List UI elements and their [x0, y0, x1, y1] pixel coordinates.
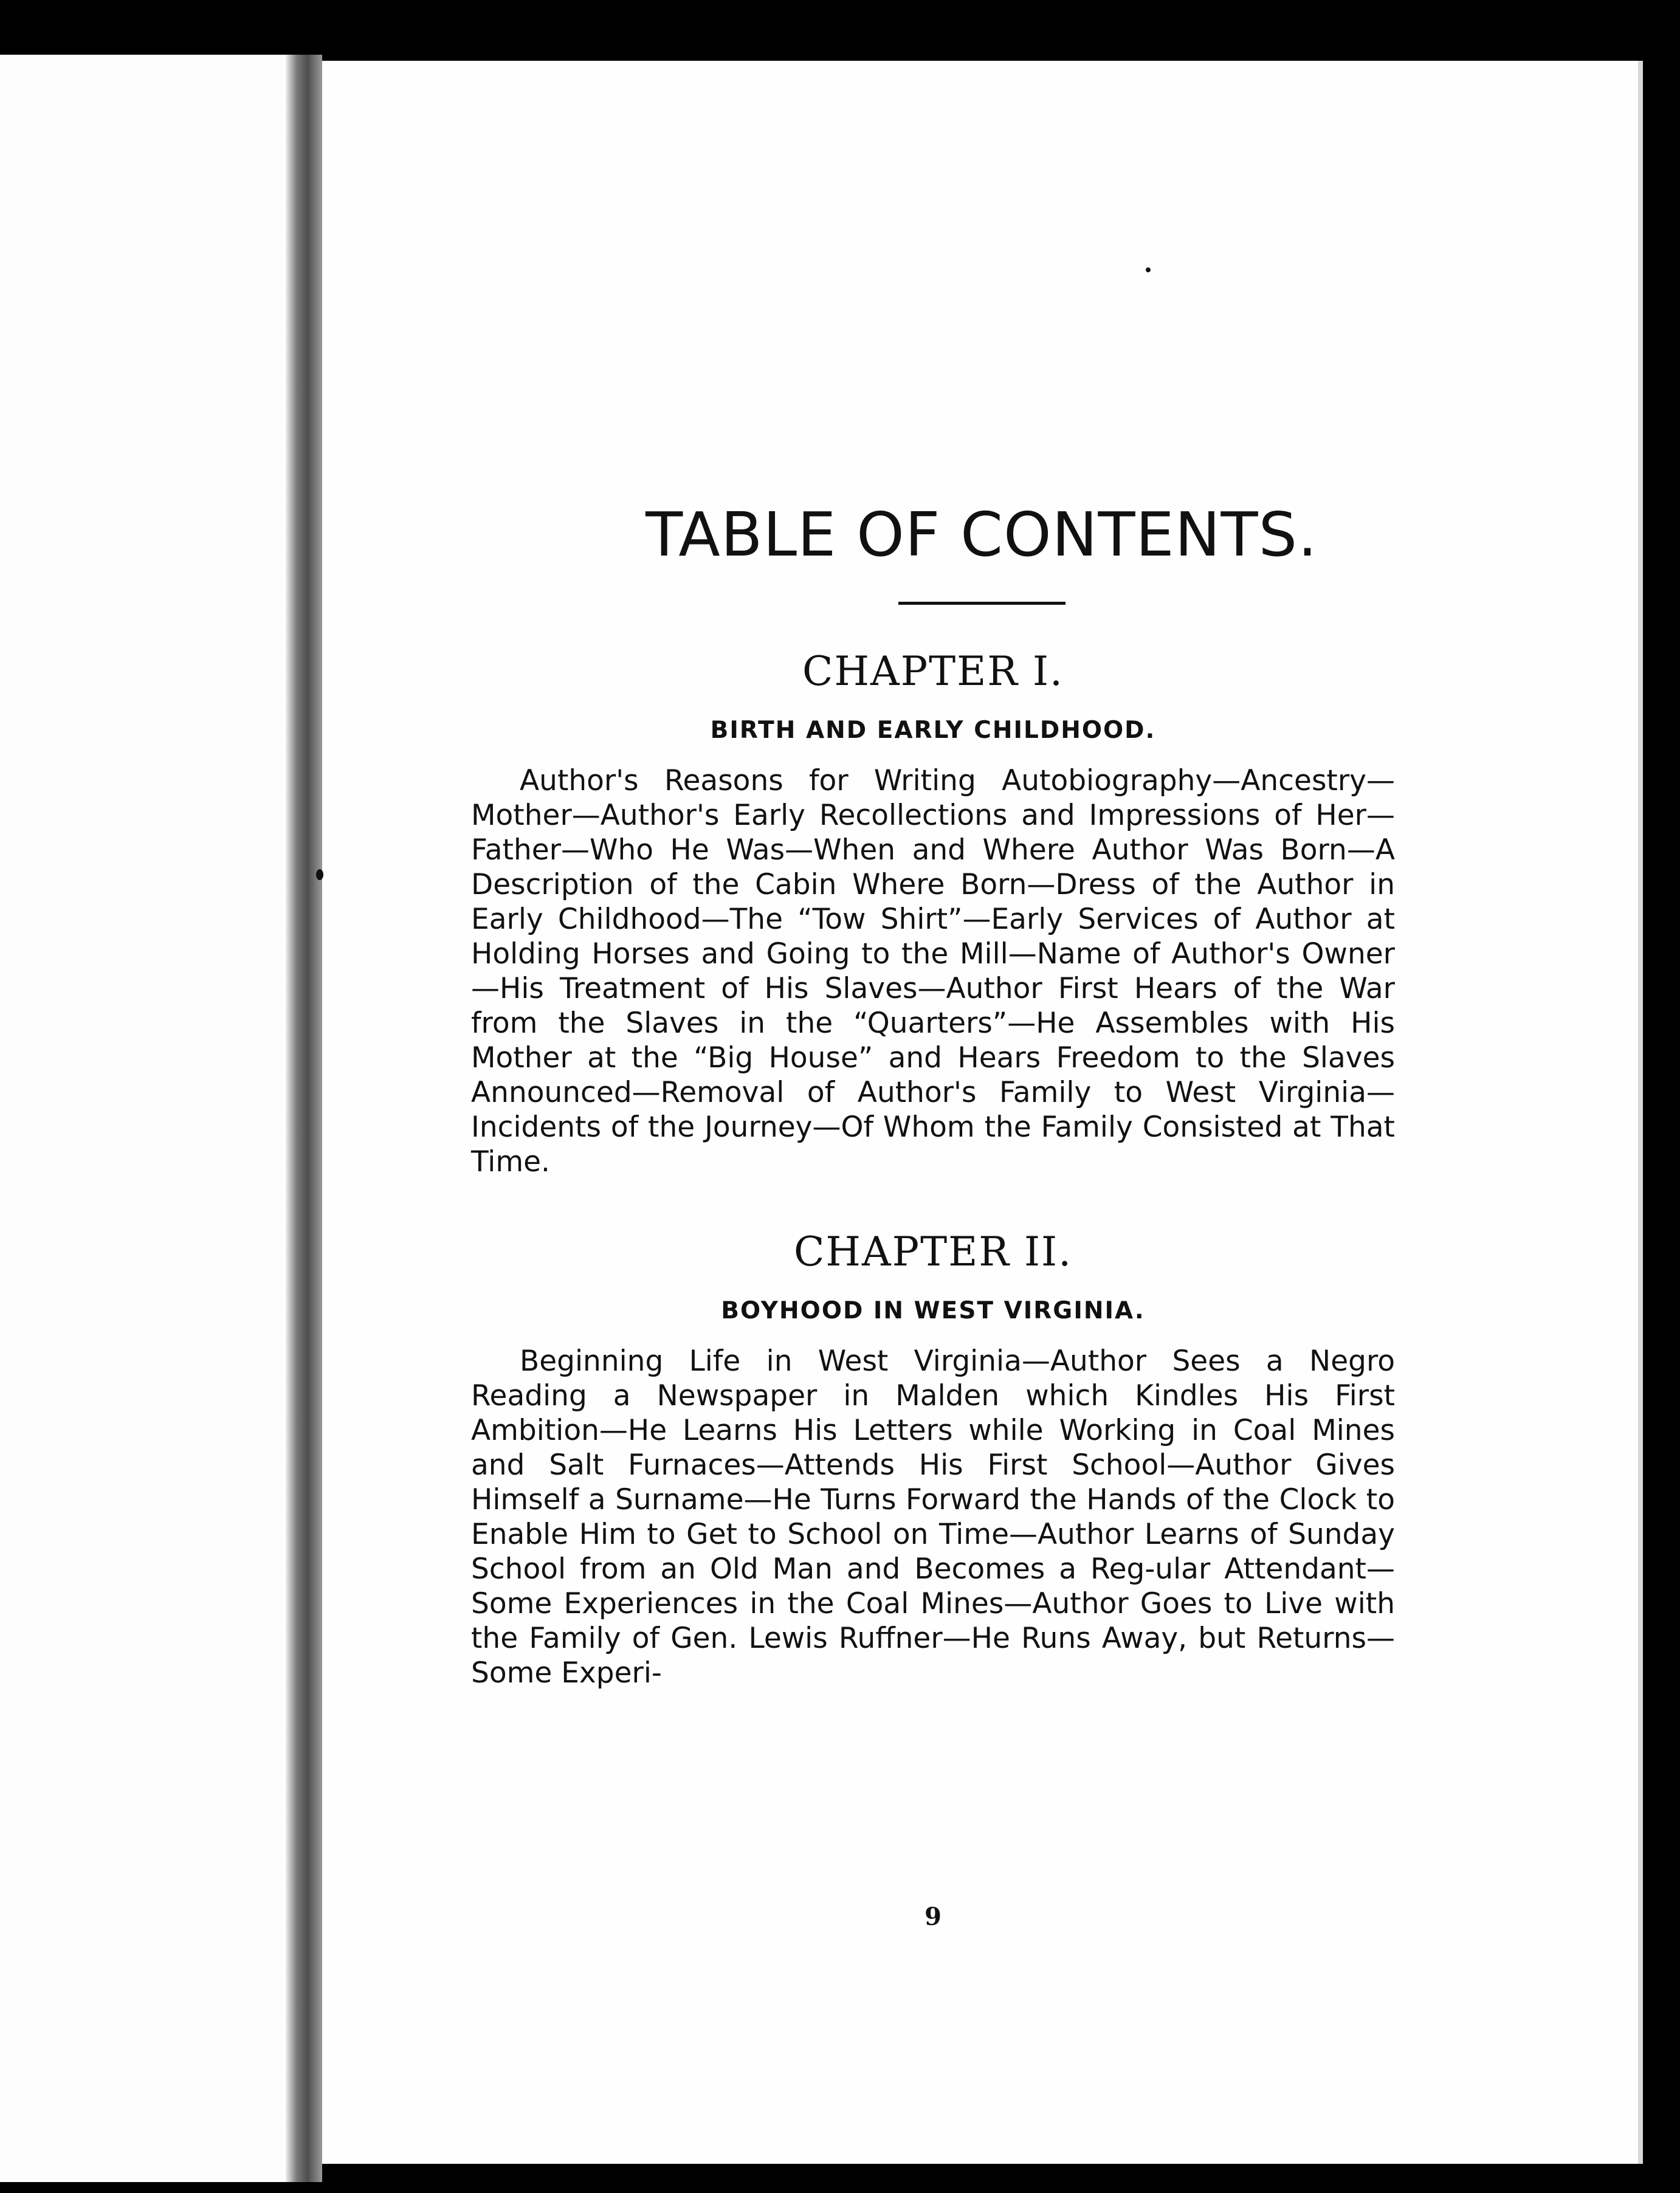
chapter-2-entry	[471, 1228, 1395, 1690]
chapter-2-summary: Beginning Life in West Virginia—Author Sees a Negro Reading a Newspaper in Malden which Kindles His First Ambition—He Learns His Letters while Working in Coal Mines and Salt Furnaces—Attends His First School—Author Gives Himself a Surname—He Turns Forward the Hands of the Clock to Enable Him to Get to School on Time—Author Learns of Sunday School from an Old Man and Becomes a Reg-ular Attendant—Some Experiences in the Coal Mines—Author Goes to Live with the Family of Gen. Lewis Ruffner—He Runs Away, but Returns—Some Experi-	[471, 1344, 1395, 1690]
book-spine	[286, 55, 322, 2182]
title-rule	[898, 602, 1065, 605]
chapter-1-entry	[471, 647, 1395, 1179]
right-page	[322, 61, 1643, 2164]
chapter-2-subtitle: BOYHOOD IN WEST VIRGINIA.	[721, 1297, 1145, 1325]
left-page	[0, 55, 286, 2182]
page-number: 9	[924, 1902, 942, 1931]
ink-speck	[1146, 267, 1151, 272]
page-title: TABLE OF CONTENTS.	[645, 499, 1318, 570]
chapter-1-subtitle: BIRTH AND EARLY CHILDHOOD.	[710, 717, 1156, 745]
toc-content	[471, 498, 1395, 1931]
chapter-1-heading: CHAPTER I.	[802, 648, 1064, 695]
chapter-1-summary: Author's Reasons for Writing Autobiography—Ancestry—Mother—Author's Early Recollections and Impressions of Her—Father—Who He Was—When and Where Author Was Born—A Description of the Cabin Where Born—Dress of the Author in Early Childhood—The “Tow Shirt”—Early Services of Author at Holding Horses and Going to the Mill—Name of Author's Owner—His Treatment of His Slaves—Author First Hears of the War from the Slaves in the “Quarters”—He Assembles with His Mother at the “Big House” and Hears Freedom to the Slaves Announced—Removal of Author's Family to West Virginia—Incidents of the Journey—Of Whom the Family Consisted at That Time.	[471, 763, 1395, 1179]
ink-speck	[316, 869, 323, 880]
chapter-2-heading: CHAPTER II.	[793, 1228, 1073, 1275]
